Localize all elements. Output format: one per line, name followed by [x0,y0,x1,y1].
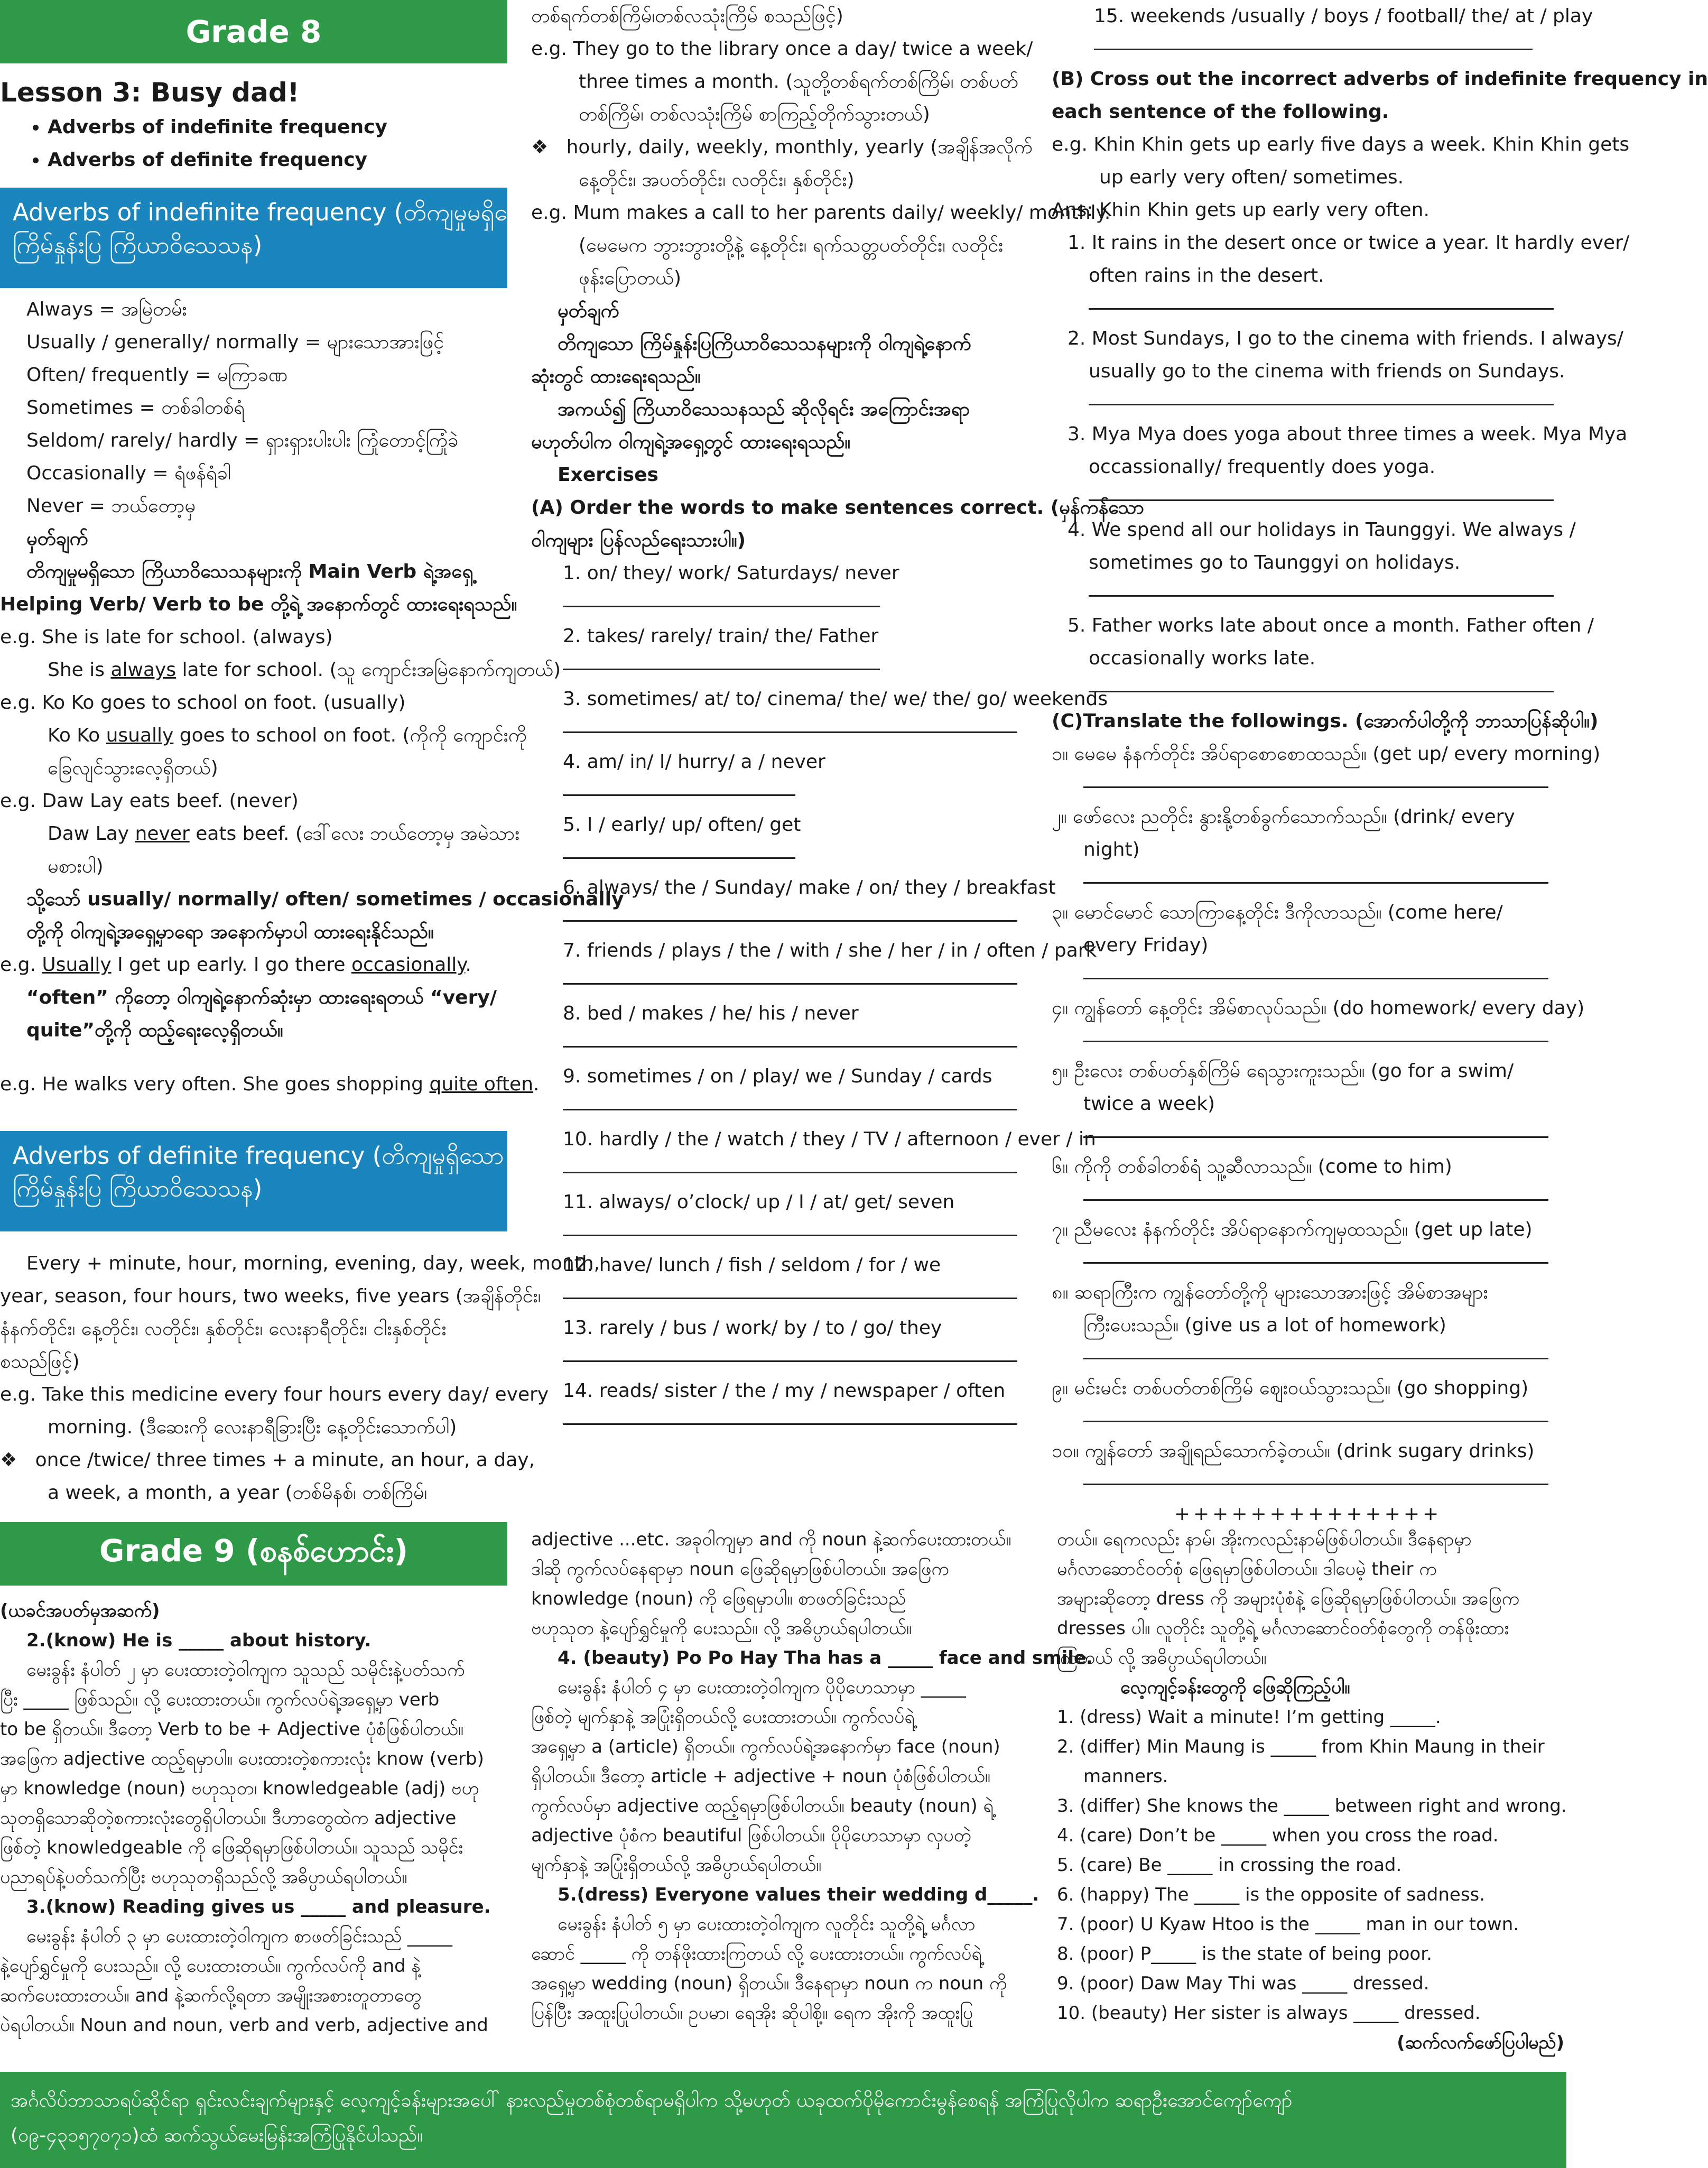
explanation-line: မှာ knowledge (noun) ဗဟုသုတ၊ knowledgeable (adj) ဗဟု [0,1778,479,1799]
bullet-definite: • Adverbs of definite frequency [48,144,523,177]
explanation-line: မေးခွန်း နံပါတ် ၅ မှာ ပေးထားတဲ့ဝါကျက လူတိုင်း သူတို့ရဲ့ မင်္ဂလာ [558,1914,976,1935]
exercises-label: Exercises [558,464,658,486]
indef-line: Usually / generally/ normally = များသောအားဖြင့် [26,331,444,353]
exercise-c-item: ၄။ ကျွန်တော် နေ့တိုင်း အိမ်စာလုပ်သည်။ (do homework/ every day) [1052,997,1585,1019]
text-span: Ko Ko [48,725,106,746]
answer-blank[interactable] [563,967,1017,985]
exercise-a-item: 9. sometimes / on / play/ we / Sunday / cards [563,1066,992,1087]
explanation-line: မေးခွန်း နံပါတ် ၄ မှာ ပေးထားတဲ့ဝါကျက ပိုပိုဟေသာမှာ _____ [558,1677,966,1698]
explanation-line: ဆက်ပေးထားတယ်။ and နဲ့ဆက်လို့ရတာ အမျိုးအစားတူတာတွေ [0,1985,422,2006]
exercise-c-title: (C)Translate the followings. (အောက်ပါတို့ကို ဘာသာပြန်ဆိုပါ။) [1052,710,1599,732]
practice-item: manners. [1083,1766,1168,1787]
exercise-c-item: ၂။ ဖော်လေး ညတိုင်း နွားနို့တစ်ခွက်သောက်သည်။ (drink/ every [1052,806,1515,828]
explanation-line: မျက်နှာနဲ့ အပြုံးရှိတယ်လို့ အဓိပ္ပာယ်ရပါတယ်။ [531,1855,822,1876]
exercise-c-item: ၆။ ကိုကို တစ်ခါတစ်ရံ သူ့ဆီလာသည်။ (come to him) [1052,1156,1452,1178]
explanation-line: adjective ပုံစံက beautiful ဖြစ်ပါတယ်။ ပိုပိုဟေသာမှာ လှပတဲ့ [531,1825,971,1846]
definite-line: နံနက်တိုင်း၊ နေ့တိုင်း၊ လတိုင်း၊ နှစ်တိုင်း၊ လေးနာရီတိုင်း၊ ငါးနှစ်တိုင်း [0,1318,447,1340]
example-line [0,654,561,687]
underlined-adverb: occasionally [351,954,466,976]
example-line: တစ်ကြိမ်၊ တစ်လသုံးကြိမ် စာကြည့်တိုက်သွားတယ်) [579,104,930,125]
example-line [0,818,520,850]
underlined-adverb: always [110,659,177,681]
exercise-a-item: 2. takes/ rarely/ train/ the/ Father [563,625,879,647]
text-span: late for school. (သူ ကျောင်းအမြဲနောက်ကျတယ်) [176,659,561,681]
answer-blank[interactable] [1083,1405,1548,1422]
explanation-line: မေးခွန်း နံပါတ် ၃ မှာ ပေးထားတဲ့ဝါကျက စာဖတ်ခြင်းသည် _____ [26,1926,452,1947]
definite-heading-line1: Adverbs of definite frequency (တိကျမှုရှိသော [13,1142,504,1170]
example-line: ဖုန်းပြောတယ်) [579,267,682,289]
explanation-line: ရှိပါတယ်။ ဒီတော့ article + adjective + noun ပုံစံဖြစ်ပါတယ်။ [531,1766,990,1787]
note-label: မှတ်ချက် [26,528,88,550]
exercise-a-item: 3. sometimes/ at/ to/ cinema/ the/ we/ the/ go/ weekends [563,688,1108,710]
answer-blank[interactable] [563,653,880,670]
indef-line: Seldom/ rarely/ hardly = ရှားရှားပါးပါး ကြုံတောင့်ကြုံခဲ [26,430,459,451]
example-line: e.g. Take this medicine every four hours every day/ every [0,1384,549,1405]
explanation-line: သုတရှိသောဆိုတဲ့စကားလုံးတွေရှိပါတယ်။ ဒီဟာတွေထဲက adjective [0,1808,457,1829]
answer-blank[interactable] [1083,1246,1548,1264]
answer-blank[interactable] [1083,1468,1548,1485]
explanation-line: ဖြစ်တဲ့ knowledgeable ကို ဖြေဆိုရမှာဖြစ်ပါတယ်။ သူသည် သမိုင်း [0,1837,463,1858]
grade9-banner-text: Grade 9 (စနစ်ဟောင်း) [99,1532,409,1569]
explanation-line: အရှေ့မှာ wedding (noun) ရှိတယ်။ ဒီနေရာမှာ noun က noun ကို [531,1973,1007,1994]
text-span: . [533,1073,540,1095]
explanation-line: ပြီး _____ ဖြစ်သည်။ လို့ ပေးထားတယ်။ ကွက်လပ်ရဲ့အရှေ့မှာ verb [0,1689,440,1710]
indef-line: Always = အမြဲတမ်း [26,299,187,320]
explanation-line: မေးခွန်း နံပါတ် ၂ မှာ ပေးထားတဲ့ဝါကျက သူသည် သမိုင်းနဲ့ပတ်သက် [26,1660,465,1681]
practice-item: 4. (care) Don’t be _____ when you cross the road. [1057,1825,1499,1846]
definite-line: year, season, four hours, two weeks, five years (အချိန်တိုင်း၊ [0,1285,541,1307]
question-title: 3.(know) Reading gives us _____ and pleasure. [26,1896,491,1917]
text-span: e.g. [0,954,42,976]
exercise-a-item: 10. hardly / the / watch / they / TV / afternoon / ever / in [563,1128,1096,1150]
exercise-b-title: each sentence of the following. [1052,101,1389,123]
indefinite-heading-line2: ကြိမ်နှုန်းပြ ကြိယာဝိသေသန) [13,231,263,259]
explanation-line: to be ရှိတယ်။ ဒီတော့ Verb to be + Adjective ပုံစံဖြစ်ပါတယ်။ [0,1719,463,1740]
exercise-a-list [531,557,1108,1425]
note-line: “often” ကိုတော့ ဝါကျရဲ့နောက်ဆုံးမှာ ထားရေးရတယ် “very/ [26,987,497,1008]
explanation-line: knowledge (noun) ကို ဖြေရမှာပါ။ စာဖတ်ခြင်းသည် [531,1588,906,1609]
example-line: up early very often/ sometimes. [1099,166,1404,188]
practice-item: 10. (beauty) Her sister is always _____ dressed. [1057,2003,1481,2024]
exercise-c-item: night) [1083,839,1140,860]
answer-blank[interactable] [563,841,795,859]
answer-blank[interactable] [1089,388,1554,405]
answer-blank[interactable] [563,1156,1017,1173]
practice-list [1057,1702,1567,2028]
answer-blank[interactable] [1089,484,1554,501]
definite-heading-line2: ကြိမ်နှုန်းပြ ကြိယာဝိသေသန) [13,1174,263,1202]
exercise-c-item: ကြီးပေးသည်။ (give us a lot of homework) [1083,1314,1446,1336]
question-5-continued [1057,1525,1564,1673]
underlined-adverb: quite often [429,1073,534,1095]
answer-blank[interactable] [1089,675,1554,692]
text-span: She is [48,659,111,681]
answer-blank[interactable] [1089,579,1554,597]
answer-blank[interactable] [1083,1120,1548,1138]
answer-blank[interactable] [563,904,1017,922]
note-line: Helping Verb/ Verb to be တို့ရဲ့ အနောက်တွင် ထားရေးရသည်။ [0,594,517,615]
note-line: မဟုတ်ပါက ဝါကျရဲ့အရှေ့တွင် ထားရေးရသည်။ [531,431,851,453]
exercise-b-title: (B) Cross out the incorrect adverbs of indefinite frequency in [1052,68,1708,90]
exercise-c-item: ၅။ ဦးလေး တစ်ပတ်နှစ်ကြိမ် ရေသွားကူးသည်။ (go for a swim/ [1052,1060,1514,1082]
example-line: e.g. She is late for school. (always) [0,626,333,648]
lesson-title: Lesson 3: Busy dad! [0,77,300,108]
explanation-line: ကြတယ် လို့ အဓိပ္ပာယ်ရပါတယ်။ [1057,1647,1267,1669]
indef-line: Sometimes = တစ်ခါတစ်ရံ [26,397,245,419]
answer-blank[interactable] [563,1345,1017,1362]
bullet-indefinite: • Adverbs of indefinite frequency [48,111,523,144]
answer-blank[interactable] [1083,1183,1548,1201]
exercise-b-list [1052,227,1630,692]
practice-title: လေ့ကျင့်ခန်းတွေကို ဖြေဆိုကြည့်ပါ။ [1120,1677,1350,1698]
exercise-c-item: every Friday) [1083,934,1209,956]
text-span: Daw Lay [48,823,135,845]
grade9-banner [0,1522,507,1586]
footer-line: အင်္ဂလိပ်ဘာသာရပ်ဆိုင်ရာ ရှင်းလင်းချက်များနှင့် လေ့ကျင့်ခန်းများအပေါ် နားလည်မှုတစ်စုံတစ်ရာမရှိပါက သို့မဟုတ် ယခုထက်ပိုမိုကောင်းမွန်စေရန် အကြံပြုလိုပါက ဆရာဦးအောင်ကျော်ကျော် [11,2090,1293,2111]
underlined-adverb: Usually [42,954,112,976]
question-title: 2.(know) He is _____ about history. [26,1630,372,1651]
exercise-c-item: ၈။ ဆရာကြီးက ကျွန်တော်တို့ကို များသောအားဖြင့် အိမ်စာအများ [1052,1282,1488,1303]
exercise-b-item: occasionally works late. [1089,647,1316,669]
example-line: e.g. Daw Lay eats beef. (never) [0,790,299,812]
explanation-line: ပြန်ပြီး အထူးပြုပါတယ်။ ဥပမာ၊ ရေအိုး ဆိုပါစို့။ ရေက အိုးကို အထူးပြု [531,2003,973,2024]
text-span: I get up early. I go there [111,954,351,976]
exercise-c-item: twice a week) [1083,1093,1215,1115]
diamond-bullet-icon: ❖ [531,136,567,158]
exercise-a-item: 13. rarely / bus / work/ by / to / go/ they [563,1317,942,1339]
text-span: goes to school on foot. (ကိုကို ကျောင်းကို [173,725,527,746]
exercise-b-item: 4. We spend all our holidays in Taunggyi. We always / [1068,519,1576,541]
exercise-a-item: 8. bed / makes / he/ his / never [563,1003,859,1024]
note-label: မှတ်ချက် [558,300,619,322]
answer-blank[interactable] [1094,33,1533,50]
continued-from: (ယခင်အပတ်မှအဆက်) [0,1600,160,1622]
example-line [0,1068,540,1101]
answer-blank[interactable] [563,779,795,796]
answer-blank[interactable] [1089,292,1554,310]
note-line: သို့သော် usually/ normally/ often/ sometimes / occasionally [26,888,624,910]
example-line [0,949,507,981]
explanation-line: ကွက်လပ်မှာ adjective ထည့်ရမှာဖြစ်ပါတယ်။ beauty (noun) ရဲ့ [531,1795,994,1817]
explanation-line: adjective ...etc. အခုဝါကျမှာ and ကို noun နဲ့ဆက်ပေးထားတယ်။ [531,1529,1011,1550]
practice-item: 6. (happy) The _____ is the opposite of sadness. [1057,1884,1486,1905]
exercise-a-item: 7. friends / plays / the / with / she / her / in / often / park [563,940,1097,961]
exercise-b-item: occassionally/ frequently does yoga. [1089,456,1436,478]
example-line: မစားပါ) [48,856,104,877]
diamond-bullet-line [0,1444,535,1477]
explanation-line: နဲ့ပျော်ရွှင်မှုကို ပေးသည်။ လို့ ပေးထားတယ်။ ကွက်လပ်ကို and နဲ့ [0,1956,421,1977]
diamond-bullet-line [531,131,1038,164]
exercise-c-item: ၉။ မင်းမင်း တစ်ပတ်တစ်ကြိမ် ဈေးဝယ်သွားသည်။ (go shopping) [1052,1377,1529,1399]
answer-line: Ans: Khin Khin gets up early very often. [1052,199,1429,221]
grade8-col3 [1052,0,1708,1531]
explanation-line: အရှေ့မှာ a (article) ရှိတယ်။ ကွက်လပ်ရဲ့အနောက်မှာ face (noun) [531,1736,1000,1757]
note-line: အကယ်၍ ကြိယာဝိသေသနသည် ဆိုလိုရင်း အကြောင်းအရာ [558,399,970,420]
answer-blank[interactable] [1083,1025,1548,1042]
answer-blank[interactable] [1083,962,1548,979]
explanation-line: တယ်။ ရေကလည်း နာမ်၊ အိုးကလည်းနာမ်ဖြစ်ပါတယ်။ ဒီနေရာမှာ [1057,1529,1472,1550]
answer-blank[interactable] [563,1030,1017,1048]
explanation-line: dresses ပါ။ လူတိုင်း သူတို့ရဲ့ မင်္ဂလာဆောင်ဝတ်စုံတွေကို တန်ဖိုးထား [1057,1618,1509,1639]
example-line: e.g. They go to the library once a day/ twice a week/ [531,38,1033,60]
answer-blank[interactable] [1083,771,1548,788]
answer-blank[interactable] [563,1282,1017,1299]
definite-heading-box [0,1131,507,1231]
exercise-b-item: 5. Father works late about once a month. Father often / [1068,615,1594,636]
note-line: တို့ကို ဝါကျရဲ့အရှေ့မှာရော အနောက်မှာပါ ထားရေးနိုင်သည်။ [26,921,434,943]
exercise-c-item: ၁၀။ ကျွန်တော် အချိုရည်သောက်ခဲ့တယ်။ (drink sugary drinks) [1052,1440,1535,1462]
answer-blank[interactable] [563,1219,1017,1236]
exercise-a-title: ဝါကျများ ပြန်လည်ရေးသားပါ။) [531,530,746,551]
note-line: တိကျသော ကြိမ်နှုန်းပြကြိယာဝိသေသနများကို ဝါကျရဲ့နောက် [558,333,971,355]
exercise-b-item: usually go to the cinema with friends on Sundays. [1089,360,1565,382]
definite-line: Every + minute, hour, morning, evening, day, week, month, [26,1253,600,1274]
exercise-c-item: ၇။ ညီမလေး နံနက်တိုင်း အိပ်ရာနောက်ကျမှထသည်။ (get up late) [1052,1219,1533,1240]
explanation-line: ပဲရပါတယ်။ Noun and noun, verb and verb, adjective and [0,2015,488,2036]
explanation-line: အများဆိုတော့ dress ကို အများပုံစံနဲ့ ဖြေဆိုရမှာဖြစ်ပါတယ်။ အဖြေက [1057,1588,1519,1609]
explanation-line: ဆောင် _____ ကို တန်ဖိုးထားကြတယ် လို့ ပေးထားတယ်။ ကွက်လပ်ရဲ့ [531,1943,982,1965]
exercise-a-item: 11. always/ o’clock/ up / I / at/ get/ seven [563,1191,955,1213]
footer-line: (၀၉-၄၃၁၅၇၀၇၁)ထံ ဆက်သွယ်မေးမြန်းအကြံပြုနိုင်ပါသည်။ [11,2125,423,2146]
explanation-line: မင်္ဂလာဆောင်ဝတ်စုံ ဖြေရမှာဖြစ်ပါတယ်။ ဒါပေမဲ့ their က [1057,1559,1437,1580]
underlined-adverb: never [135,823,190,845]
answer-blank[interactable] [563,1407,1017,1425]
indef-line: Occasionally = ရံဖန်ရံခါ [26,462,231,484]
diamond-bullet-icon: ❖ [0,1449,35,1471]
explanation-line: ဒါဆို ကွက်လပ်နေရာမှာ noun ဖြေဆိုရမှာဖြစ်ပါတယ်။ အဖြေက [531,1559,949,1580]
indefinite-heading-line1: Adverbs of indefinite frequency (တိကျမှုမရှိသော [13,198,540,226]
exercise-a-item: 1. on/ they/ work/ Saturdays/ never [563,562,899,584]
grade9-col1 [0,1596,507,2040]
grade8-banner-text: Grade 8 [185,14,322,50]
practice-item: 8. (poor) P_____ is the state of being poor. [1057,1943,1432,1965]
question-4-explanation [531,1673,1038,1880]
diamond-bullet-line: နေ့တိုင်း၊ အပတ်တိုင်း၊ လတိုင်း၊ နှစ်တိုင်း) [579,169,855,191]
plus-separator: ++++++++++++++ [1174,1503,1442,1525]
example-line: ခြေလျင်သွားလေ့ရှိတယ်) [48,757,218,779]
exercise-b-item: 1. It rains in the desert once or twice a year. It hardly ever/ [1068,232,1630,254]
grade9-col2 [531,1525,1093,2028]
exercise-a-item: 12. have/ lunch / fish / seldom / for / we [563,1254,941,1276]
practice-item: 9. (poor) Daw May Thi was _____ dressed. [1057,1973,1429,1994]
answer-blank[interactable] [1083,1342,1548,1359]
practice-item: 7. (poor) U Kyaw Htoo is the _____ man in our town. [1057,1914,1519,1935]
text-span: e.g. He walks very often. She goes shopping [0,1073,430,1095]
exercise-b-item: sometimes go to Taunggyi on holidays. [1089,552,1461,573]
example-line: three times a month. (သူတို့တစ်ရက်တစ်ကြိမ်၊ တစ်ပတ် [579,71,1018,92]
explanation-line: ဖြစ်တဲ့ မျက်နှာနဲ့ အပြုံးရှိတယ်လို့ ပေးထားတယ်။ ကွက်လပ်ရဲ့ [531,1707,915,1728]
exercise-a-item: 5. I / early/ up/ often/ get [563,814,801,836]
example-line: e.g. Khin Khin gets up early five days a week. Khin Khin gets [1052,134,1630,155]
answer-blank[interactable] [563,590,880,607]
practice-item: 3. (differ) She knows the _____ between right and wrong. [1057,1795,1567,1817]
answer-blank[interactable] [563,716,1017,733]
exercise-b-item: 3. Mya Mya does yoga about three times a week. Mya Mya [1068,423,1628,445]
practice-item: 2. (differ) Min Maung is _____ from Khin Maung in their [1057,1736,1545,1757]
definite-line: စသည်ဖြင့်) [0,1351,80,1373]
answer-blank[interactable] [1083,866,1548,884]
question-title: 5.(dress) Everyone values their wedding d_____. [558,1884,1039,1905]
underlined-adverb: usually [106,725,174,746]
practice-item: 5. (care) Be _____ in crossing the road. [1057,1855,1402,1876]
grade8-banner [0,0,507,63]
exercise-c-item: ၃။ မောင်မောင် သောကြာနေ့တိုင်း ဒီကိုလာသည်။ (come here/ [1052,902,1503,923]
grade9-col3 [1057,1525,1567,2058]
indefinite-heading-box [0,188,540,288]
explanation-line: ပညာရပ်နဲ့ပတ်သက်ပြီး ဗဟုသုတရှိသည်လို့ အဓိပ္ပာယ်ရပါတယ်။ [0,1867,407,1888]
note-line: တိကျမှုမရှိသော ကြိယာဝိသေသနများကို Main Verb ရဲ့အရှေ့ [26,561,474,582]
question-5-explanation [531,1910,1038,2028]
exercise-b-item: 2. Most Sundays, I go to the cinema with friends. I always/ [1068,328,1623,349]
example-line: e.g. Ko Ko goes to school on foot. (usually) [0,692,406,714]
indef-line: Often/ frequently = မကြာခဏ [26,364,288,386]
explanation-line: ဗဟုသုတ နဲ့ပျော်ရွှင်မှုကို ပေးသည်။ လို့ အဓိပ္ပာယ်ရပါတယ်။ [531,1618,912,1639]
mid-line: တစ်ရက်တစ်ကြိမ်၊တစ်လသုံးကြိမ် စသည်ဖြင့်) [531,5,843,27]
exercise-b-item: often rains in the desert. [1089,265,1324,286]
explanation-line: အဖြေက adjective ထည့်ရမှာပါ။ ပေးထားတဲ့စကားလုံး know (verb) [0,1748,484,1769]
exercise-a-item: 6. always/ the / Sunday/ make / on/ they / breakfast [563,877,1056,898]
exercise-a-item: 4. am/ in/ I/ hurry/ a / never [563,751,825,773]
exercise-a-item: 14. reads/ sister / the / my / newspaper / often [563,1380,1006,1402]
text-span: once /twice/ three times + a minute, an hour, a day, [35,1449,535,1471]
example-line [0,719,527,752]
continued-note: (ဆက်လက်ဖော်ပြပါမည်) [1397,2032,1564,2053]
exercise-a-item: 15. weekends /usually / boys / football/ the/ at / play [1094,5,1593,27]
question-3-explanation [0,1922,507,2040]
text-span: hourly, daily, weekly, monthly, yearly (အချိန်အလိုက် [566,136,1033,158]
exercise-c-item: ၁။ မေမေ နံနက်တိုင်း အိပ်ရာစောစောထသည်။ (get up/ every morning) [1052,743,1601,765]
example-line: (မေမေက ဘွားဘွားတို့နဲ့ နေ့တိုင်း၊ ရက်သတ္တပတ်တိုင်း၊ လတိုင်း [579,235,1004,256]
lesson-bullets [0,111,523,177]
example-line: e.g. Mum makes a call to her parents daily/ weekly/ monthly. [531,202,1111,224]
exercise-a-title: (A) Order the words to make sentences correct. (မှန်ကန်သော [531,497,1145,518]
question-title: 4. (beauty) Po Po Hay Tha has a _____ face and smile. [558,1647,1093,1669]
diamond-bullet-line: a week, a month, a year (တစ်မိနစ်၊ တစ်ကြိမ်၊ [48,1482,428,1504]
question-3-continued [531,1525,1038,1643]
text-span: eats beef. (ဒေါ်လေး ဘယ်တော့မှ အမဲသား [189,823,520,845]
text-span: . [465,954,471,976]
exercise-c-list [1052,738,1601,1485]
practice-item: 1. (dress) Wait a minute! I’m getting _____. [1057,1707,1441,1728]
example-line: morning. (ဒီဆေးကို လေးနာရီခြားပြီး နေ့တိုင်းသောက်ပါ) [48,1416,457,1438]
note-line: quite”တို့ကို ထည့်ရေးလေ့ရှိတယ်။ [26,1020,283,1041]
note-line: ဆုံးတွင် ထားရေးရသည်။ [531,366,701,387]
footer-banner [0,2072,1566,2168]
grade8-col1-definite [0,1247,600,1509]
indef-line: Never = ဘယ်တော့မှ [26,495,196,517]
answer-blank[interactable] [563,1093,1017,1110]
question-2-explanation [0,1655,507,1892]
